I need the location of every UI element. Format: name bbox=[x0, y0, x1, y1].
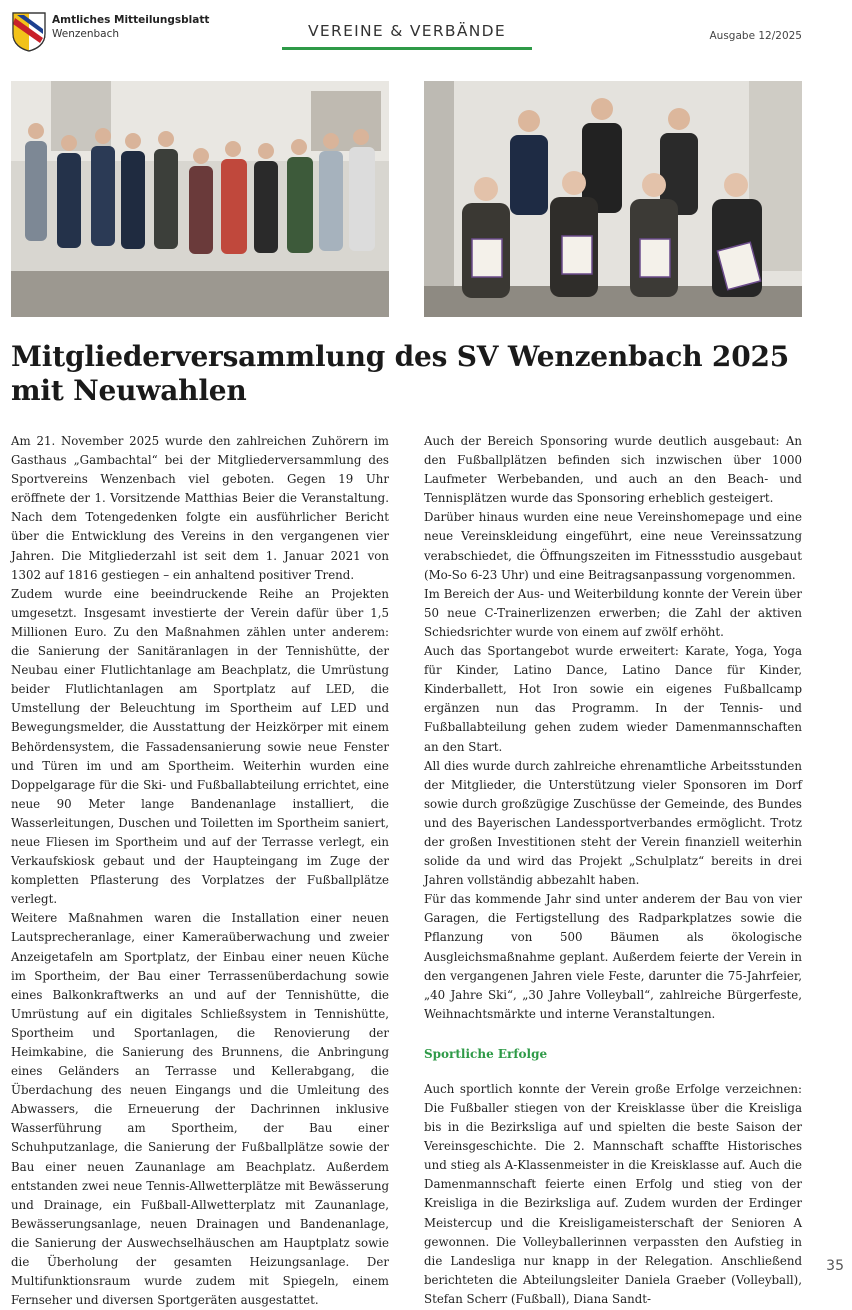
group-photo-members bbox=[11, 81, 389, 317]
paragraph: Im Bereich der Aus- und Weiterbildung konnte der Verein über 50 neue C-Trainerlizenzen erwerben; die Zahl der aktiven Schiedsrichter wurde von einem auf zwölf erhöht. bbox=[424, 586, 802, 639]
coat-of-arms-icon bbox=[12, 12, 46, 52]
paragraph: Auch der Bereich Sponsoring wurde deutlich ausgebaut: An den Fußballplätzen befinden sich inzwischen über 1000 Laufmeter Werbebanden, und auch an den Beach- und Tennisplätzen wurde das Sponsoring erheblich gesteigert. bbox=[424, 434, 802, 506]
article-column-right bbox=[424, 432, 802, 1309]
section-title: VEREINE & VERBÄNDE bbox=[308, 22, 506, 40]
paragraph: Am 21. November 2025 wurde den zahlreichen Zuhörern im Gasthaus „Gambachtal“ bei der Mitgliederversammlung des Sportvereins Wenzenbach viel geboten. Gegen 19 Uhr eröffnete der 1. Vorsitzende Matthias Beier die Veranstaltung. Nach dem Totengedenken folgte ein ausführlicher Bericht über die Entwicklung des Vereins in den vergangenen vier Jahren. Die Mitgliederzahl ist seit dem 1. Januar 2021 von 1302 auf 1816 gestiegen – ein anhaltend positiver Trend. bbox=[11, 434, 389, 582]
photo-honored-members bbox=[424, 81, 802, 317]
page-header bbox=[0, 0, 852, 60]
publication-subtitle: Wenzenbach bbox=[52, 28, 120, 40]
paragraph: Darüber hinaus wurden eine neue Vereinshomepage und eine neue Vereinskleidung eingeführt, eine neue Vereinssatzung verabschiedet, die Öffnungszeiten im Fitnessstudio ausgebaut (Mo-So 6-23 Uhr) und eine Beitragsanpassung vorgenommen. bbox=[424, 510, 802, 582]
issue-number: Ausgabe 12/2025 bbox=[709, 30, 802, 42]
section-underline bbox=[282, 47, 532, 50]
publication-title: Amtliches Mitteilungsblatt bbox=[52, 14, 210, 26]
page-number: 35 bbox=[826, 1258, 844, 1274]
paragraph: Zudem wurde eine beeindruckende Reihe an Projekten umgesetzt. Insgesamt investierte der Verein dafür über 1,5 Millionen Euro. Zu den Maßnahmen zählen unter anderem: die Sanierung der Sanitäranlagen in der Tennishütte, der Neubau einer Flutlichtanlage am Beachplatz, die Umrüstung beider Flutlichtanlagen am Sportplatz auf LED, die Umstellung der Beleuchtung im Sportheim auf LED und Bewegungsmelder, die Ausstattung der Heizkörper mit einem Behördensystem, die Fassadensanierung sowie neue Fenster und Türen im und am Sportheim. Weiterhin wurden eine Doppelgarage für die Ski- und Fußballabteilung errichtet, eine neue 90 Meter lange Bandenanlage installiert, die Wasserleitungen, Duschen und Toiletten im Sportheim saniert, neue Fliesen im Sportheim und auf der Terrasse verlegt, ein Verkaufskiosk gebaut und der Haupteingang im Zuge der kompletten Pflasterung des Vorplatzes der Fußballplätze verlegt. bbox=[11, 586, 389, 907]
paragraph: Auch das Sportangebot wurde erweitert: Karate, Yoga, Yoga für Kinder, Latino Dance, Latino Dance für Kinder, Kinderballett, Hot Iron sowie ein eigenes Fußballcamp ergänzen nun das Programm. In der Tennis- und Fußballabteilung gehen zudem wieder Damenmannschaften an den Start. bbox=[424, 644, 802, 754]
paragraph: Auch sportlich konnte der Verein große Erfolge verzeichnen: Die Fußballer stiegen von der Kreisklasse über die Kreisliga bis in die Bezirksliga auf und spielten die beste Saison der Vereinsgeschichte. Die 2. Mannschaft schaffte Historisches und stieg als A-Klassenmeister in die Kreisklasse auf. Auch die Damenmannschaft feierte einen Erfolg und stieg von der Kreisliga in die Bezirksliga auf. Zudem wurden der Erdinger Meistercup und die Kreisligameisterschaft der Senioren A gewonnen. Die Volleyballerinnen verpassten den Aufstieg in die Landesliga nur knapp in der Relegation. Anschließend berichteten die Abteilungsleiter Daniela Graeber (Volleyball), Stefan Scherr (Fußball), Diana Sandt- bbox=[424, 1081, 802, 1306]
paragraph: Für das kommende Jahr sind unter anderem der Bau von vier Garagen, die Fertigstellung des Radparkplatzes sowie die Pflanzung von 500 Bäumen als ökologische Ausgleichsmaßnahme geplant. Außerdem feierte der Verein in den vergangenen Jahren viele Feste, darunter die 75-Jahrfeier, „40 Jahre Ski“, „30 Jahre Volleyball“, zahlreiche Bürgerfeste, Weihnachtsmärkte und interne Veranstaltungen. bbox=[424, 892, 802, 1021]
paragraph: Weitere Maßnahmen waren die Installation einer neuen Lautsprecheranlage, einer Kameraüberwachung und zweier Anzeigetafeln am Sportplatz, der Einbau einer neuen Küche im Sportheim, der Bau einer Terrassenüberdachung sowie eines Balkonkraftwerks an und auf der Tennishütte, die Umrüstung auf ein digitales Schließsystem in Tennishütte, Sportheim und Sportanlagen, die Renovierung der Heimkabine, die Sanierung des Brunnens, die Anbringung eines Geländers an Terrasse und Kellerabgang, die Überdachung des neuen Eingangs und die Umleitung des Abwassers, die Erneuerung der Dachrinnen inklusive Wasserführung am Sportheim, der Bau einer Schuhputzanlage, die Sanierung der Fußballplätze sowie der Bau einer neuen Zaunanlage am Beachplatz. Außerdem entstanden zwei neue Tennis-Allwetterplätze mit Bewässerung und Drainage, ein Fußball-Allwetterplatz mit Zaunanlage, Bewässerungsanlage, neuen Drainagen und Bandenanlage, die Sanierung der Auswechselhäuschen am Hauptplatz sowie die Überholung der gesamten Heizungsanlage. Der Multifunktionsraum wurde zudem mit Spiegeln, einem Fernseher und diversen Sportgeräten ausgestattet. bbox=[11, 911, 389, 1308]
subheading-sports-success: Sportliche Erfolge bbox=[424, 1046, 548, 1061]
article-headline: Mitgliederversammlung des SV Wenzenbach 2025 mit Neuwahlen bbox=[11, 340, 790, 407]
paragraph: All dies wurde durch zahlreiche ehrenamtliche Arbeitsstunden der Mitglieder, die Unterstützung vieler Sponsoren im Dorf sowie durch großzügige Zuschüsse der Gemeinde, des Bundes und des Bayerischen Landessportverbandes ermöglicht. Trotz der großen Investitionen steht der Verein finanziell weiterhin solide da und wird das Projekt „Schulplatz“ bereits in drei Jahren vollständig abbezahlt haben. bbox=[424, 758, 802, 888]
article-column-left bbox=[11, 432, 389, 1310]
